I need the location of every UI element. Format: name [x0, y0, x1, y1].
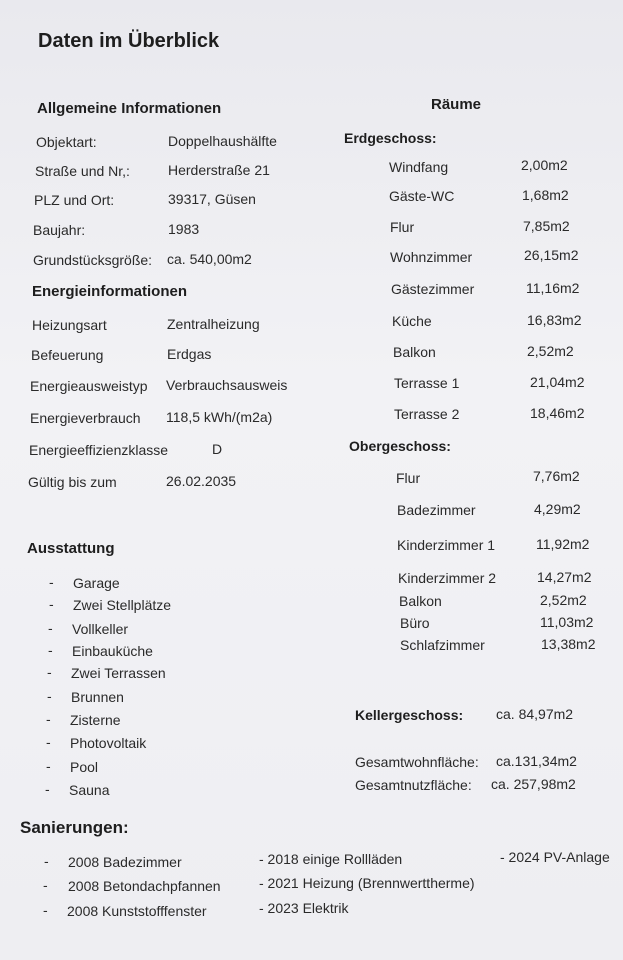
value-ausweistyp: Verbrauchsausweis: [166, 377, 288, 393]
gesamtnutzflaeche-value: ca. 257,98m2: [491, 776, 576, 792]
list-bullet: -: [48, 620, 53, 636]
label-gueltig: Gültig bis zum: [28, 474, 117, 490]
room-area: 11,03m2: [540, 614, 594, 630]
list-bullet: -: [47, 664, 52, 680]
room-name: Terrasse 1: [394, 375, 460, 391]
room-area: 2,52m2: [527, 343, 574, 359]
page-title: Daten im Überblick: [38, 30, 220, 52]
room-name: Windfang: [389, 159, 449, 175]
label-objektart: Objektart:: [36, 134, 97, 150]
room-area: 2,52m2: [540, 592, 587, 608]
sanierungen-heading: Sanierungen:: [20, 818, 129, 837]
label-grundstueck: Grundstücksgröße:: [33, 252, 153, 268]
room-area: 7,85m2: [523, 218, 570, 234]
room-name: Kinderzimmer 2: [398, 570, 497, 586]
room-name: Schlafzimmer: [400, 637, 485, 653]
room-area: 18,46m2: [530, 405, 585, 421]
label-ausweistyp: Energieausweistyp: [30, 378, 148, 394]
gesamtwohnflaeche-label: Gesamtwohnfläche:: [355, 754, 479, 770]
energie-heading: Energieinformationen: [32, 283, 188, 300]
room-name: Gäste-WC: [389, 188, 455, 204]
list-item: Zwei Stellplätze: [73, 597, 172, 613]
sanierung-item: - 2018 einige Rollläden: [259, 851, 403, 867]
list-bullet: -: [49, 596, 54, 612]
gesamtwohnflaeche-value: ca.131,34m2: [496, 753, 577, 769]
value-baujahr: 1983: [168, 221, 200, 237]
sanierung-item: - 2023 Elektrik: [259, 900, 349, 916]
sanierung-item: - 2021 Heizung (Brennwerttherme): [259, 875, 475, 891]
list-bullet: -: [47, 688, 52, 704]
list-item: Brunnen: [71, 689, 124, 705]
sanierung-item: 2008 Kunststofffenster: [67, 903, 207, 919]
room-name: Wohnzimmer: [390, 249, 473, 265]
value-effizienzklasse: D: [212, 441, 223, 457]
value-verbrauch: 118,5 kWh/(m2a): [166, 409, 273, 425]
list-item: Sauna: [69, 782, 110, 798]
room-area: 26,15m2: [524, 247, 579, 263]
room-area: 11,92m2: [536, 536, 590, 552]
list-item: Vollkeller: [72, 621, 129, 637]
room-area: 16,83m2: [527, 312, 582, 328]
label-plz: PLZ und Ort:: [34, 192, 115, 208]
room-area: 7,76m2: [533, 468, 580, 484]
room-area: 4,29m2: [534, 501, 581, 517]
keller-value: ca. 84,97m2: [496, 706, 574, 722]
room-name: Flur: [396, 470, 421, 486]
label-effizienzklasse: Energieeffizienzklasse: [29, 442, 169, 458]
list-bullet: -: [46, 734, 51, 750]
keller-label: Kellergeschoss:: [355, 707, 464, 723]
room-area: 14,27m2: [537, 569, 592, 585]
value-strasse: Herderstraße 21: [168, 162, 270, 178]
list-bullet: -: [48, 642, 53, 658]
list-bullet: -: [45, 781, 50, 797]
list-item: Zwei Terrassen: [71, 665, 166, 681]
ausstattung-heading: Ausstattung: [27, 540, 115, 557]
label-verbrauch: Energieverbrauch: [30, 410, 141, 426]
obergeschoss-heading: Obergeschoss:: [349, 438, 451, 454]
list-bullet: -: [46, 758, 51, 774]
room-name: Terrasse 2: [394, 406, 460, 422]
sanierung-item: - 2024 PV-Anlage: [500, 849, 610, 865]
raeume-heading: Räume: [431, 96, 482, 113]
room-name: Balkon: [399, 593, 442, 609]
room-name: Kinderzimmer 1: [397, 537, 496, 553]
room-area: 1,68m2: [522, 187, 569, 203]
room-area: 13,38m2: [541, 636, 596, 652]
sanierung-item: 2008 Betondachpfannen: [68, 878, 221, 894]
room-area: 11,16m2: [526, 280, 580, 296]
list-bullet: -: [43, 877, 48, 893]
list-bullet: -: [44, 853, 49, 869]
value-plz: 39317, Güsen: [168, 191, 256, 207]
room-name: Büro: [400, 615, 430, 631]
list-bullet: -: [46, 711, 51, 727]
room-name: Gästezimmer: [391, 281, 475, 297]
room-name: Badezimmer: [397, 502, 476, 518]
value-grundstueck: ca. 540,00m2: [167, 251, 252, 267]
room-name: Balkon: [393, 344, 436, 360]
room-area: 21,04m2: [530, 374, 585, 390]
label-strasse: Straße und Nr,:: [35, 163, 130, 179]
room-name: Küche: [392, 313, 432, 329]
list-item: Garage: [73, 575, 120, 591]
value-befeuerung: Erdgas: [167, 346, 212, 362]
erdgeschoss-heading: Erdgeschoss:: [344, 130, 437, 146]
sanierung-item: 2008 Badezimmer: [68, 854, 182, 870]
list-item: Photovoltaik: [70, 735, 147, 751]
list-item: Zisterne: [70, 712, 121, 728]
list-item: Pool: [70, 759, 99, 775]
list-bullet: -: [49, 574, 54, 590]
label-befeuerung: Befeuerung: [31, 347, 104, 363]
room-area: 2,00m2: [521, 157, 568, 173]
list-item: Einbauküche: [72, 643, 153, 659]
value-objektart: Doppelhaushälfte: [168, 133, 277, 149]
list-bullet: -: [43, 902, 48, 918]
gesamtnutzflaeche-label: Gesamtnutzfläche:: [355, 777, 472, 793]
value-heizungsart: Zentralheizung: [167, 316, 260, 332]
label-heizungsart: Heizungsart: [32, 317, 107, 333]
room-name: Flur: [390, 219, 415, 235]
allgemein-heading: Allgemeine Informationen: [37, 100, 222, 117]
label-baujahr: Baujahr:: [33, 222, 86, 238]
value-gueltig: 26.02.2035: [166, 473, 237, 489]
